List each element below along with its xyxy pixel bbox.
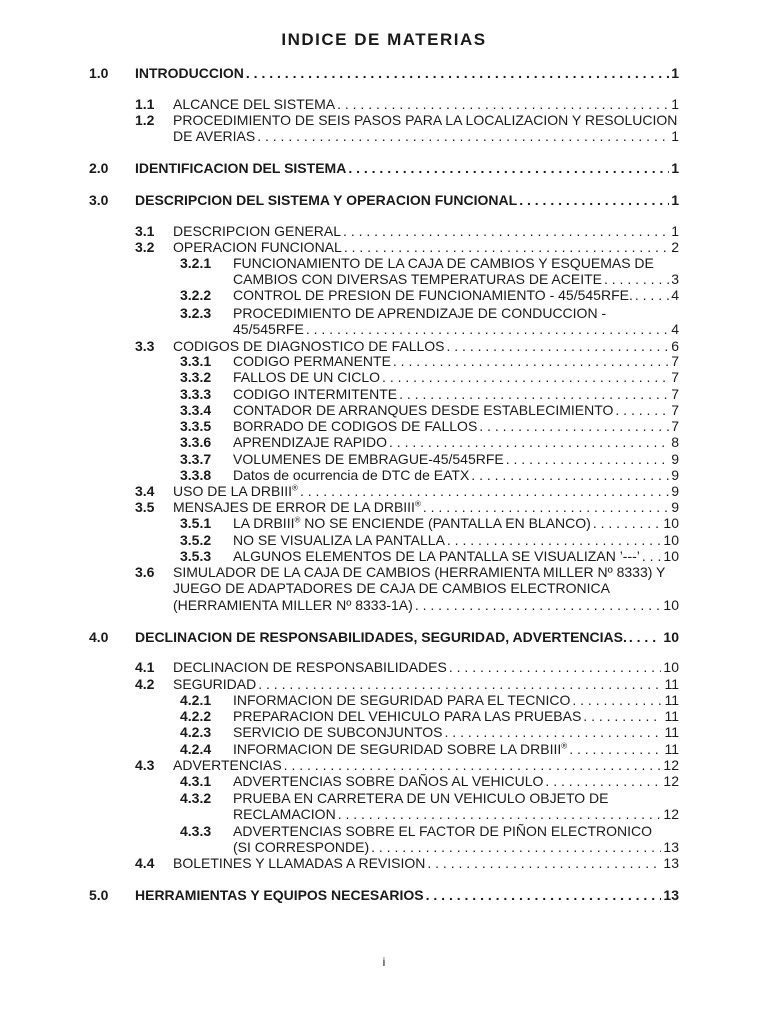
toc-entry[interactable] — [233, 402, 679, 418]
dot-leader — [382, 369, 669, 385]
page-number-footer: i — [382, 955, 386, 969]
toc-entry-number: 4.4 — [135, 855, 155, 871]
toc-page-number: 7 — [671, 386, 679, 402]
toc-page-number: 7 — [671, 353, 679, 369]
toc-entry-number: 3.2.3 — [180, 305, 212, 321]
toc-page-number: 10 — [663, 596, 679, 613]
toc-entry-number: 3.3.8 — [180, 467, 212, 483]
toc-entry-label: BOLETINES Y LLAMADAS A REVISION — [173, 855, 426, 871]
dot-leader — [337, 96, 669, 112]
toc-page-number: 7 — [671, 369, 679, 385]
dot-leader — [604, 271, 669, 287]
toc-entry[interactable] — [173, 676, 679, 692]
toc-entry[interactable] — [233, 839, 679, 855]
toc-entry[interactable] — [173, 223, 679, 239]
toc-entry-number: 3.3.5 — [180, 418, 212, 434]
dot-leader — [572, 692, 662, 708]
toc-entry-number: 3.2.2 — [180, 287, 212, 303]
dot-leader — [506, 451, 669, 467]
dot-leader — [258, 676, 662, 692]
toc-entry[interactable] — [173, 597, 679, 613]
toc-entry-number: 3.1 — [135, 223, 155, 239]
toc-entry-number: 3.3 — [135, 338, 155, 354]
toc-entry-label: CAMBIOS CON DIVERSAS TEMPERATURAS DE ACEITE — [233, 271, 602, 288]
toc-entry[interactable] — [173, 499, 679, 515]
toc-entry-label: CODIGO INTERMITENTE — [233, 386, 398, 402]
dot-leader — [629, 629, 662, 645]
dot-leader — [642, 548, 662, 564]
toc-page-number: 10 — [663, 515, 679, 531]
dot-leader — [449, 659, 662, 675]
dot-leader — [471, 467, 669, 483]
toc-entry-label: NO SE VISUALIZA LA PANTALLA — [233, 532, 445, 548]
toc-entry-label: ALCANCE DEL SISTEMA — [173, 96, 336, 112]
toc-entry-number: 3.3.7 — [180, 451, 212, 467]
toc-entry-label: (SI CORRESPONDE) — [233, 839, 370, 856]
dot-leader — [569, 741, 662, 757]
toc-entry-number: 1.0 — [89, 65, 109, 81]
dot-leader — [583, 708, 662, 724]
dot-leader — [635, 287, 669, 303]
toc-entry-number: 3.2 — [135, 239, 155, 255]
toc-entry-number: 3.5.2 — [180, 532, 212, 548]
toc-entry[interactable] — [233, 434, 679, 450]
toc-entry-number: 4.3.1 — [180, 773, 212, 789]
toc-page-number: 4 — [671, 321, 679, 338]
toc-entry-number: 4.3.3 — [180, 823, 212, 839]
toc-entry-number: 3.0 — [89, 192, 109, 208]
dot-leader — [389, 434, 669, 450]
toc-entry-label: ADVERTENCIAS SOBRE DAÑOS AL VEHICULO — [233, 773, 544, 789]
toc-page-number: 13 — [663, 839, 679, 856]
toc-page-number: 11 — [664, 676, 679, 692]
toc-page-number: 13 — [663, 887, 679, 903]
dot-leader — [427, 855, 661, 871]
dot-leader — [423, 499, 669, 515]
toc-entry[interactable] — [233, 724, 679, 740]
toc-entry-number: 3.4 — [135, 483, 155, 499]
toc-entry-number: 3.2.1 — [180, 255, 212, 271]
toc-entry-number: 4.2.1 — [180, 692, 212, 708]
toc-entry[interactable] — [135, 192, 679, 208]
toc-entry-number: 3.3.6 — [180, 434, 212, 450]
toc-entry-label: SEGURIDAD — [173, 676, 257, 692]
toc-entry-label: OPERACION FUNCIONAL — [173, 239, 342, 255]
toc-entry-label: CODIGO PERMANENTE — [233, 353, 391, 369]
dot-leader — [399, 386, 669, 402]
dot-leader — [615, 402, 669, 418]
toc-entry-label: BORRADO DE CODIGOS DE FALLOS — [233, 418, 478, 434]
toc-entry[interactable] — [233, 741, 679, 757]
toc-entry[interactable] — [233, 515, 679, 531]
dot-leader — [415, 597, 662, 613]
toc-entry[interactable] — [233, 386, 679, 402]
toc-entry-label: INFORMACION DE SEGURIDAD PARA EL TECNICO — [233, 692, 571, 708]
toc-entry[interactable] — [233, 467, 679, 483]
dot-leader — [545, 773, 661, 789]
toc-entry-label: USO DE LA DRBIII® — [173, 483, 298, 499]
toc-entry-number: 4.3 — [135, 757, 155, 773]
toc-entry-label: CODIGOS DE DIAGNOSTICO DE FALLOS — [173, 338, 445, 354]
toc-entry-label: MENSAJES DE ERROR DE LA DRBIII® — [173, 499, 421, 515]
toc-page-number: 1 — [671, 160, 679, 176]
toc-entry-label: HERRAMIENTAS Y EQUIPOS NECESARIOS — [135, 887, 424, 903]
toc-entry-label: ADVERTENCIAS — [173, 757, 282, 773]
toc-entry[interactable] — [233, 287, 679, 303]
dot-leader — [447, 338, 670, 354]
toc-page-number: 10 — [663, 532, 679, 548]
toc-entry[interactable] — [135, 629, 679, 645]
toc-page-number: 11 — [664, 692, 679, 708]
dot-leader — [300, 483, 669, 499]
toc-entry-label: DECLINACION DE RESPONSABILIDADES — [173, 659, 447, 675]
dot-leader — [426, 887, 662, 903]
toc-entry[interactable] — [233, 353, 679, 369]
toc-entry-label: FUNCIONAMIENTO DE LA CAJA DE CAMBIOS Y ESQUEMAS DE — [233, 255, 654, 271]
dot-leader — [479, 418, 669, 434]
toc-page-number: 11 — [664, 708, 679, 724]
toc-entry-label: PREPARACION DEL VEHICULO PARA LAS PRUEBAS — [233, 708, 582, 724]
dot-leader — [306, 321, 669, 337]
toc-entry[interactable] — [233, 321, 679, 337]
toc-entry-label: APRENDIZAJE RAPIDO — [233, 434, 388, 450]
toc-entry-number: 3.5 — [135, 499, 155, 515]
toc-entry-label: CONTROL DE PRESION DE FUNCIONAMIENTO - 45/545RFE. — [233, 287, 633, 303]
toc-page-number: 1 — [671, 96, 679, 112]
toc-entry[interactable] — [173, 483, 679, 499]
toc-entry-number: 4.2.2 — [180, 708, 212, 724]
toc-entry-label: VOLUMENES DE EMBRAGUE-45/545RFE — [233, 451, 504, 467]
toc-entry[interactable] — [233, 692, 679, 708]
toc-entry-number: 3.5.3 — [180, 548, 212, 564]
toc-page-number: 10 — [663, 659, 679, 675]
toc-entry-number: 1.2 — [135, 112, 155, 128]
dot-leader — [348, 160, 669, 176]
toc-page-number: 1 — [671, 128, 679, 145]
toc-entry[interactable] — [135, 160, 679, 176]
toc-page-number: 8 — [671, 434, 679, 450]
toc-page-number: 7 — [671, 418, 679, 434]
toc-page-number: 9 — [671, 499, 679, 515]
toc-entry[interactable] — [233, 548, 679, 564]
toc-entry-number: 4.3.2 — [180, 790, 212, 806]
toc-entry[interactable] — [233, 451, 679, 467]
toc-entry-label: PROCEDIMIENTO DE APRENDIZAJE DE CONDUCCION - — [233, 305, 607, 321]
toc-entry[interactable] — [173, 128, 679, 144]
toc-entry-label: DESCRIPCION DEL SISTEMA Y OPERACION FUNCIONAL — [135, 192, 518, 208]
toc-page-number: 13 — [663, 855, 679, 871]
toc-entry[interactable] — [233, 708, 679, 724]
toc-entry-number: 3.5.1 — [180, 515, 212, 531]
toc-entry[interactable] — [233, 369, 679, 385]
toc-page-number: 10 — [663, 548, 679, 564]
toc-entry[interactable] — [173, 855, 679, 871]
toc-entry-number: 4.1 — [135, 659, 155, 675]
toc-page-number: 4 — [671, 287, 679, 303]
dot-leader — [284, 757, 662, 773]
toc-entry-number: 3.3.2 — [180, 369, 212, 385]
toc-entry-number: 4.2.3 — [180, 724, 212, 740]
toc-entry-number: 1.1 — [135, 96, 155, 112]
toc-entry[interactable] — [173, 338, 679, 354]
toc-entry[interactable] — [233, 271, 679, 287]
toc-entry-label: INFORMACION DE SEGURIDAD SOBRE LA DRBIII® — [233, 741, 568, 757]
toc-page-number: 1 — [671, 192, 679, 208]
toc-entry-label: PRUEBA EN CARRETERA DE UN VEHICULO OBJETO DE — [233, 790, 609, 806]
toc-page-number: 1 — [671, 65, 679, 81]
toc-entry-label: (HERRAMIENTA MILLER Nº 8333-1A) — [173, 596, 413, 613]
toc-entry-label: ADVERTENCIAS SOBRE EL FACTOR DE PIÑON ELECTRONICO — [233, 823, 653, 839]
dot-leader — [344, 239, 669, 255]
toc-entry-label: DESCRIPCION GENERAL — [173, 223, 342, 239]
toc-entry-number: 3.6 — [135, 564, 155, 580]
toc-page-number: 10 — [663, 629, 679, 645]
toc-entry[interactable] — [233, 806, 679, 822]
dot-leader — [257, 128, 669, 144]
toc-entry[interactable] — [233, 418, 679, 434]
toc-page-number: 1 — [671, 223, 679, 239]
toc-entry-label: Datos de ocurrencia de DTC de EATX — [233, 467, 470, 483]
toc-page-number: 9 — [671, 451, 679, 467]
toc-page-number: 7 — [671, 402, 679, 418]
toc-page-number: 12 — [663, 806, 679, 823]
toc-page-number: 11 — [664, 724, 679, 740]
toc-entry-label: PROCEDIMIENTO DE SEIS PASOS PARA LA LOCALIZACION Y RESOLUCION — [173, 112, 678, 128]
toc-entry-label: FALLOS DE UN CICLO — [233, 369, 381, 385]
toc-entry-number: 3.3.1 — [180, 353, 212, 369]
toc-entry[interactable] — [173, 757, 679, 773]
toc-page-number: 12 — [663, 757, 679, 773]
toc-entry-label: SIMULADOR DE LA CAJA DE CAMBIOS (HERRAMIENTA MILLER Nº 8333) Y — [173, 564, 666, 580]
dot-leader — [445, 724, 663, 740]
page-title: INDICE DE MATERIAS — [281, 30, 487, 49]
toc-entry-number: 3.3.4 — [180, 402, 212, 418]
toc-entry[interactable] — [135, 887, 679, 903]
toc-entry[interactable] — [135, 65, 679, 81]
dot-leader — [447, 532, 662, 548]
toc-entry-number: 2.0 — [89, 160, 109, 176]
toc-entry-label: SERVICIO DE SUBCONJUNTOS — [233, 724, 443, 740]
toc-entry-label: LA DRBIII® NO SE ENCIENDE (PANTALLA EN BLANCO) — [233, 515, 591, 531]
toc-page-number: 9 — [671, 483, 679, 499]
toc-page-number: 3 — [671, 271, 679, 288]
dot-leader — [519, 192, 669, 208]
toc-entry-label: JUEGO DE ADAPTADORES DE CAJA DE CAMBIOS ELECTRONICA — [173, 580, 610, 597]
toc-entry-number: 3.3.3 — [180, 386, 212, 402]
toc-entry-label: ALGUNOS ELEMENTOS DE LA PANTALLA SE VISUALIZAN ’---’ — [233, 548, 640, 564]
toc-entry-number: 4.0 — [89, 629, 109, 645]
toc-entry-label: INTRODUCCION — [135, 65, 244, 81]
toc-page-number: 2 — [671, 239, 679, 255]
dot-leader — [393, 353, 669, 369]
toc-entry[interactable] — [173, 239, 679, 255]
dot-leader — [593, 515, 662, 531]
toc-entry[interactable] — [173, 96, 679, 112]
dot-leader — [343, 223, 669, 239]
toc-entry-number: 4.2 — [135, 676, 155, 692]
toc-page-number: 11 — [664, 741, 679, 757]
dot-leader — [338, 806, 662, 822]
toc-entry[interactable] — [233, 773, 679, 789]
toc-entry-label: 45/545RFE — [233, 321, 304, 338]
toc-entry-label: IDENTIFICACION DEL SISTEMA — [135, 160, 347, 176]
toc-entry-number: 4.2.4 — [180, 741, 212, 757]
toc-entry-label: DE AVERIAS — [173, 128, 256, 145]
toc-page-number: 6 — [671, 338, 679, 354]
toc-entry-label: CONTADOR DE ARRANQUES DESDE ESTABLECIMIENTO — [233, 402, 614, 418]
dot-leader — [371, 839, 661, 855]
toc-entry-number: 5.0 — [89, 887, 109, 903]
toc-entry-label: DECLINACION DE RESPONSABILIDADES, SEGURIDAD, ADVERTENCIAS. — [135, 629, 627, 645]
toc-entry[interactable] — [173, 659, 679, 675]
toc-page-number: 12 — [663, 773, 679, 789]
dot-leader — [246, 65, 669, 81]
toc-page-number: 9 — [671, 467, 679, 483]
toc-entry-label: RECLAMACION — [233, 806, 336, 823]
toc-entry[interactable] — [233, 532, 679, 548]
